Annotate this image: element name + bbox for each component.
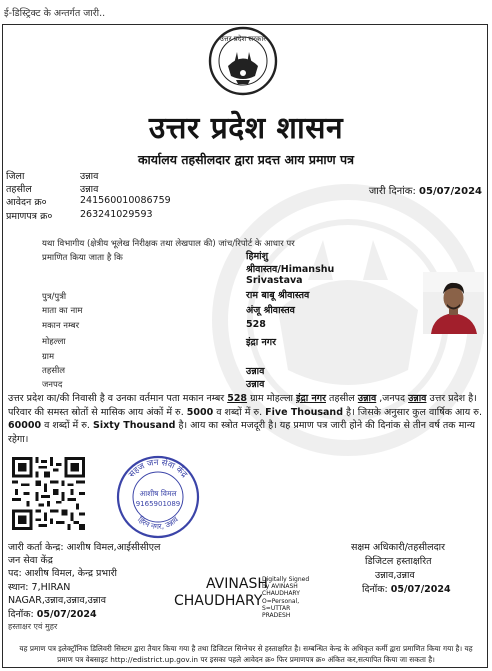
monthly-income-words: Five Thousand	[265, 406, 343, 418]
issuer-designation: पद: आशीष विमल, केन्द्र प्रभारी	[8, 568, 117, 579]
up-government-emblem	[206, 26, 280, 96]
annual-income-words: Sixty Thousand	[92, 420, 176, 431]
seal-top-text: सहज जन सेवा केंद्र	[127, 457, 190, 480]
issue-date-label: जारी दिनांक:	[368, 186, 416, 197]
footer-line-1: यह प्रमाण पत्र इलेक्ट्रॉनिक डिलिवरी सिस्टम द्वारा तैयार किया गया है तथा डिजिटल सिग्नेचर से हस्ताक्षरित है। सम्बन्धित केन्द्र के अधिकृत कर्मी द्वारा प्रमाणित किया गया है। यह	[19, 644, 473, 653]
issuer-location-line-2: NAGAR,उन्नाव,उन्नाव,उन्नाव	[8, 595, 107, 606]
holder-name-line-1: हिमांशु	[246, 251, 269, 262]
svg-text:सहज जन सेवा केंद्र	[127, 457, 189, 480]
edistrict-note: ई-डिस्ट्रिक्ट के अन्तर्गत जारी..	[4, 8, 106, 19]
tehsil-value: उन्नाव	[80, 184, 99, 195]
district-detail-label: जनपद	[42, 380, 63, 390]
locality-value: इंद्रा नगर	[246, 337, 276, 348]
certificate-subtitle: कार्यालय तहसीलदार द्वारा प्रदत्त आय प्रमाण पत्र	[137, 152, 355, 167]
footer-note	[4, 643, 488, 665]
intro-line-2: प्रमाणित किया जाता है कि	[42, 253, 123, 263]
village-label: ग्राम	[42, 352, 55, 362]
tehsil-detail-value: उन्नाव	[246, 366, 265, 377]
certificate-number: 263241029593	[80, 209, 153, 220]
seal-phone: 9165901089	[135, 500, 181, 508]
page-title: उत्तर प्रदेश शासन	[148, 111, 344, 146]
application-number: 241560010086759	[80, 195, 171, 206]
issue-date-value: 05/07/2024	[419, 186, 482, 197]
father-value: राम बाबू श्रीवास्तव	[246, 290, 310, 301]
digital-signature-details: Digitally Signed by AVINASH CHAUDHARY O=Personal, S=UTTAR PRADESH	[262, 576, 310, 620]
applicant-photo	[423, 272, 484, 334]
officer-location: उन्नाव,उन्नाव	[375, 570, 415, 581]
qr-code	[12, 457, 85, 530]
annual-income-number: 60000	[8, 420, 42, 431]
income-statement-paragraph: उत्तर प्रदेश का/की निवासी है व उनका वर्तमान पता मकान नम्बर 528 ग्राम मोहल्ला इंद्रा नगर तहसील उन्नाव ,जनपद उन्नाव उत्तर प्रदेश है। परिवार की समस्त स्रोतों से मासिक आय अंकों में रु. 5000 व शब्दों में रु. Five Thousand है। जिसके अनुसार कुल वार्षिक आय रु. 60000 व शब्दों में रु. Sixty Thousand है। आय का स्त्रोत मजदूरी है। यह प्रमाण पत्र जारी होने की दिनांक से तीन वर्ष तक मान्य रहेगा।	[8, 393, 482, 445]
mother-value: अंजू श्रीवास्तव	[246, 305, 295, 316]
digital-signer-name-line-2: CHAUDHARY	[174, 593, 263, 609]
holder-name-line-2: श्रीवास्तव/Himanshu	[246, 264, 335, 275]
svg-text:हिरन नगर, उन्नाव	[136, 514, 181, 531]
issuing-center-type: जन सेवा केंद्र	[8, 555, 53, 566]
para-locality: इंद्रा नगर	[296, 393, 326, 404]
tehsil-label: तहसील	[6, 184, 32, 195]
issue-date	[369, 183, 482, 197]
para-district: उन्नाव	[408, 393, 427, 404]
intro-line-1: यथा विभागीय (क्षेत्रीय भूलेख निरीक्षक तथा लेखपाल की) जांच/रिपोर्ट के आधार पर	[42, 239, 295, 249]
issuing-center: जारी कर्ता केन्द्र: आशीष विमल,आईसीसीएल	[8, 542, 161, 553]
certificate-number-label: प्रमाणपत्र क्र०	[6, 211, 53, 222]
para-tehsil: उन्नाव	[357, 393, 377, 404]
application-number-label: आवेदन क्र०	[6, 197, 47, 208]
mother-label: माता का नाम	[42, 306, 83, 316]
issuer-date: दिनॉक: 05/07/2024	[8, 609, 97, 620]
house-value: 528	[246, 319, 266, 330]
para-house: 528	[227, 393, 248, 404]
monthly-income-number: 5000	[186, 406, 214, 418]
csc-seal-stamp	[116, 455, 200, 539]
officer-date: दिनॉक: 05/07/2024	[362, 584, 451, 595]
signature-and-seal-note: हस्ताक्षर एवं मुहर	[8, 622, 58, 631]
locality-label: मोहल्ला	[42, 337, 66, 347]
holder-name-line-3: Srivastava	[246, 275, 303, 286]
digital-signer-name-line-1: AVINASH	[206, 576, 268, 592]
house-label: मकान नम्बर	[42, 321, 80, 331]
competent-officer: सक्षम अधिकारी/तहसीलदार	[351, 542, 445, 553]
father-label: पुत्र/पुत्री	[42, 292, 67, 302]
issuer-location: स्थान: 7,HIRAN	[8, 582, 71, 593]
emblem-text: उत्तर प्रदेश सरकार	[219, 35, 267, 43]
footer-line-2: प्रमाण पत्र वेबसाइट http://edistrict.up.gov.in पर इसका पहले आवेदन क्र० फिर प्रमाणपत्र क्र० अंकित कर,सत्यापित किया जा सकता है।	[57, 655, 435, 664]
district-label: जिला	[6, 171, 25, 182]
digitally-signed-label: डिजिटल हस्ताक्षरित	[365, 556, 432, 567]
seal-bottom-text: हिरन नगर, उन्नाव	[135, 514, 181, 532]
district-value: उन्नाव	[80, 171, 99, 182]
seal-operator-name: आशीष विमल	[139, 489, 177, 498]
district-detail-value: उन्नाव	[246, 379, 265, 390]
tehsil-detail-label: तहसील	[42, 366, 66, 376]
